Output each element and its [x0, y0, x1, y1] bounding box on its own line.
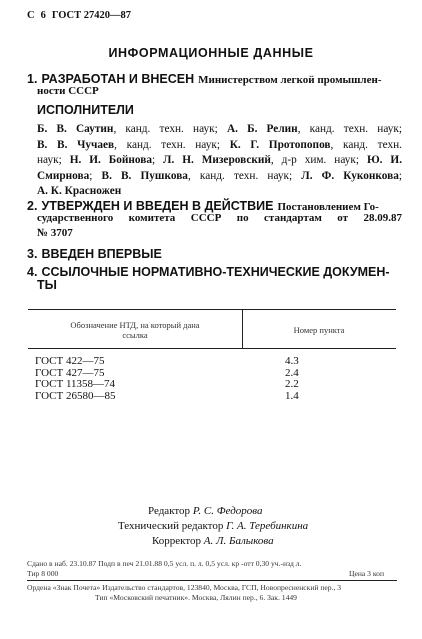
corrector-credit: Корректор А. Л. Балыкова — [152, 535, 274, 547]
section-3-heading: 3. ВВЕДЕН ВПЕРВЫЕ — [27, 247, 162, 261]
performer-credential: ; — [151, 154, 164, 166]
table-header-rule — [28, 348, 396, 349]
table-cell-doc: ГОСТ 427—75 — [35, 366, 105, 379]
table-top-rule — [28, 309, 396, 310]
page-title: ИНФОРМАЦИОННЫЕ ДАННЫЕ — [108, 46, 314, 60]
imprint-run: Тир 8 000 — [27, 569, 59, 578]
performers-list — [37, 122, 402, 200]
performer-name: Л. Н. Мизеровский — [163, 154, 271, 166]
imprint-print-data: Сдано в наб. 23.10.87 Подп в печ 21.01.88 0,5 усл. п. л. 0,5 усл. кр -отт 0,30 уч.-изд л. — [27, 559, 302, 568]
section-4-heading: 4. ССЫЛОЧНЫЕ НОРМАТИВНО-ТЕХНИЧЕСКИЕ ДОКУМЕН- — [27, 265, 390, 279]
performer-name: Л. Ф. Куконкова — [301, 169, 399, 182]
performer-credential: , д-р хим. наук; — [270, 154, 367, 166]
table-cell-item: 1.4 — [285, 389, 299, 402]
table-cell-item: 2.2 — [285, 378, 299, 390]
performer-name: В. В. Пушкова — [101, 169, 188, 182]
imprint-publisher: Ордена «Знак Почета» Издательство стандартов, 123840, Москва, ГСП, Новопресненский пер., 3 — [27, 583, 342, 592]
performer-credential: , канд. техн. — [330, 138, 402, 151]
section-2-text: Постановлением Го- — [277, 201, 379, 213]
tech-editor-credit: Технический редактор Г. А. Теребинкина — [118, 520, 309, 532]
table-header-item: Номер пункта — [293, 325, 345, 335]
table-cell-doc: ГОСТ 11358—74 — [35, 378, 116, 390]
performer-name: Смирнова — [37, 169, 90, 182]
section-2-text-cont: сударственного комитета СССР по стандартам от 28.09.87 — [37, 212, 402, 224]
performers-line — [37, 122, 402, 138]
section-2-title: УТВЕРЖДЕН И ВВЕДЕН В ДЕЙСТВИЕ — [41, 199, 274, 213]
performers-line — [37, 153, 402, 169]
performer-name: А. К. Красножен — [37, 185, 122, 197]
performer-name: А. Б. Релин — [226, 123, 298, 135]
performer-name: В. В. Чучаев — [37, 138, 115, 151]
performer-credential: , канд. техн. наук; — [187, 169, 302, 182]
section-1-text: Министерством легкой промышлен- — [198, 74, 382, 86]
imprint-printer: Тип «Московский печатник». Москва, Лялин пер., 6. Зак. 1449 — [95, 593, 297, 602]
table-cell-doc: ГОСТ 422—75 — [35, 355, 105, 367]
table-cell-item: 4.3 — [285, 355, 299, 367]
performer-name: К. Г. Протопопов — [229, 138, 331, 151]
table-cell-doc: ГОСТ 26580—85 — [35, 389, 116, 402]
section-1-title: РАЗРАБОТАН И ВНЕСЕН — [41, 72, 195, 86]
editor-credit: Редактор Р. С. Федорова — [148, 505, 263, 517]
page-number: 6 — [40, 10, 46, 21]
performer-credential: ; — [89, 169, 102, 182]
performer-credential: , канд. техн. наук; — [114, 138, 230, 151]
imprint-rule — [27, 580, 397, 581]
performers-heading: ИСПОЛНИТЕЛИ — [37, 103, 134, 117]
performer-name: Б. В. Саутин — [37, 123, 114, 135]
table-header-divider — [242, 310, 243, 348]
section-3-title: ВВЕДЕН ВПЕРВЫЕ — [41, 247, 162, 261]
table-cell-item: 2.4 — [285, 366, 299, 379]
performer-credential: наук; — [37, 154, 70, 166]
performer-credential: , канд. техн. наук; — [297, 123, 403, 135]
header-prefix: С — [27, 10, 35, 21]
section-2-decree-number: № 3707 — [37, 227, 73, 239]
performer-name: Ю. И. — [366, 154, 403, 166]
performers-line — [37, 169, 402, 185]
table-header-doc: Обозначение НТД, на который дана ссылка — [70, 320, 200, 340]
standard-number: ГОСТ 27420—87 — [51, 10, 132, 21]
running-header — [27, 10, 131, 21]
section-4-title: ССЫЛОЧНЫЕ НОРМАТИВНО-ТЕХНИЧЕСКИЕ ДОКУМЕН- — [41, 265, 390, 279]
performer-name: Н. И. Бойнова — [69, 154, 152, 166]
performer-credential: , канд. техн. наук; — [113, 123, 227, 135]
imprint-price: Цена 3 коп — [349, 569, 385, 578]
section-4-title-cont: ТЫ — [37, 278, 57, 292]
performer-credential: ; — [398, 169, 402, 182]
section-1-text-cont: ности СССР — [37, 85, 99, 97]
section-2-heading: 2. УТВЕРЖДЕН И ВВЕДЕН В ДЕЙСТВИЕ Постановлением Го- — [27, 199, 379, 213]
section-1-heading: 1. РАЗРАБОТАН И ВНЕСЕН Министерством легкой промышлен- — [27, 72, 382, 86]
performers-line — [37, 138, 402, 154]
